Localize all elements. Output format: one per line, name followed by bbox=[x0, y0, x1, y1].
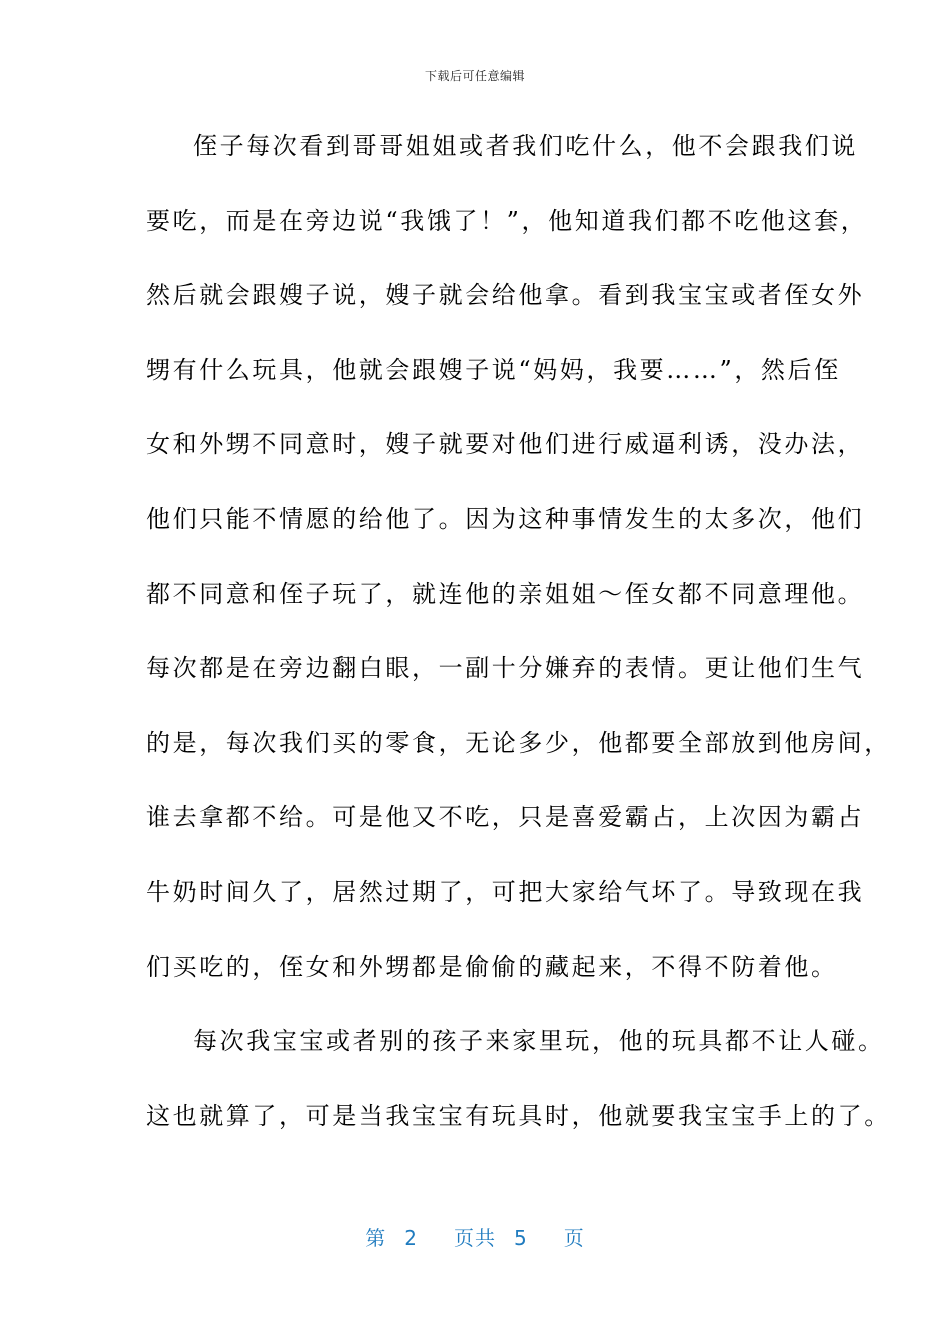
paragraph-line: 每次我宝宝或者别的孩子来家里玩，他的玩具都不让人碰。 bbox=[193, 1027, 885, 1056]
paragraph-line: 牛奶时间久了，居然过期了，可把大家给气坏了。导致现在我 bbox=[146, 877, 865, 906]
paragraph-line: 他们只能不情愿的给他了。因为这种事情发生的太多次，他们 bbox=[146, 504, 865, 533]
footer-prefix: 第 bbox=[365, 1226, 387, 1250]
page-footer bbox=[0, 1222, 950, 1251]
paragraph-line: 都不同意和侄子玩了，就连他的亲姐姐～侄女都不同意理他。 bbox=[146, 579, 865, 608]
paragraph-line: 然后就会跟嫂子说，嫂子就会给他拿。看到我宝宝或者侄女外 bbox=[146, 281, 865, 310]
paragraph-line: 女和外甥不同意时，嫂子就要对他们进行威逼利诱，没办法， bbox=[146, 430, 865, 459]
paragraph-line: 这也就算了，可是当我宝宝有玩具时，他就要我宝宝手上的了。 bbox=[146, 1101, 891, 1130]
footer-middle: 页共 bbox=[454, 1226, 496, 1250]
page-header: 下载后可任意编辑 bbox=[424, 69, 525, 83]
paragraph-line: 侄子每次看到哥哥姐姐或者我们吃什么，他不会跟我们说 bbox=[193, 132, 858, 160]
footer-suffix: 页 bbox=[563, 1226, 585, 1250]
paragraph-line: 甥有什么玩具，他就会跟嫂子说“妈妈，我要……”，然后侄 bbox=[146, 355, 841, 384]
document-body bbox=[146, 125, 891, 1169]
paragraph-line: 每次都是在旁边翻白眼，一副十分嫌弃的表情。更让他们生气 bbox=[146, 654, 865, 683]
paragraph-line: 要吃，而是在旁边说“我饿了！”，他知道我们都不吃他这套， bbox=[146, 206, 868, 235]
footer-current-page: 2 bbox=[404, 1226, 418, 1250]
paragraph-line: 谁去拿都不给。可是他又不吃，只是喜爱霸占，上次因为霸占 bbox=[146, 803, 865, 832]
paragraph-line: 的是，每次我们买的零食，无论多少，他都要全部放到他房间， bbox=[146, 728, 891, 757]
footer-total-pages: 5 bbox=[514, 1226, 528, 1250]
paragraph-line: 们买吃的，侄女和外甥都是偷偷的藏起来，不得不防着他。 bbox=[146, 952, 838, 981]
